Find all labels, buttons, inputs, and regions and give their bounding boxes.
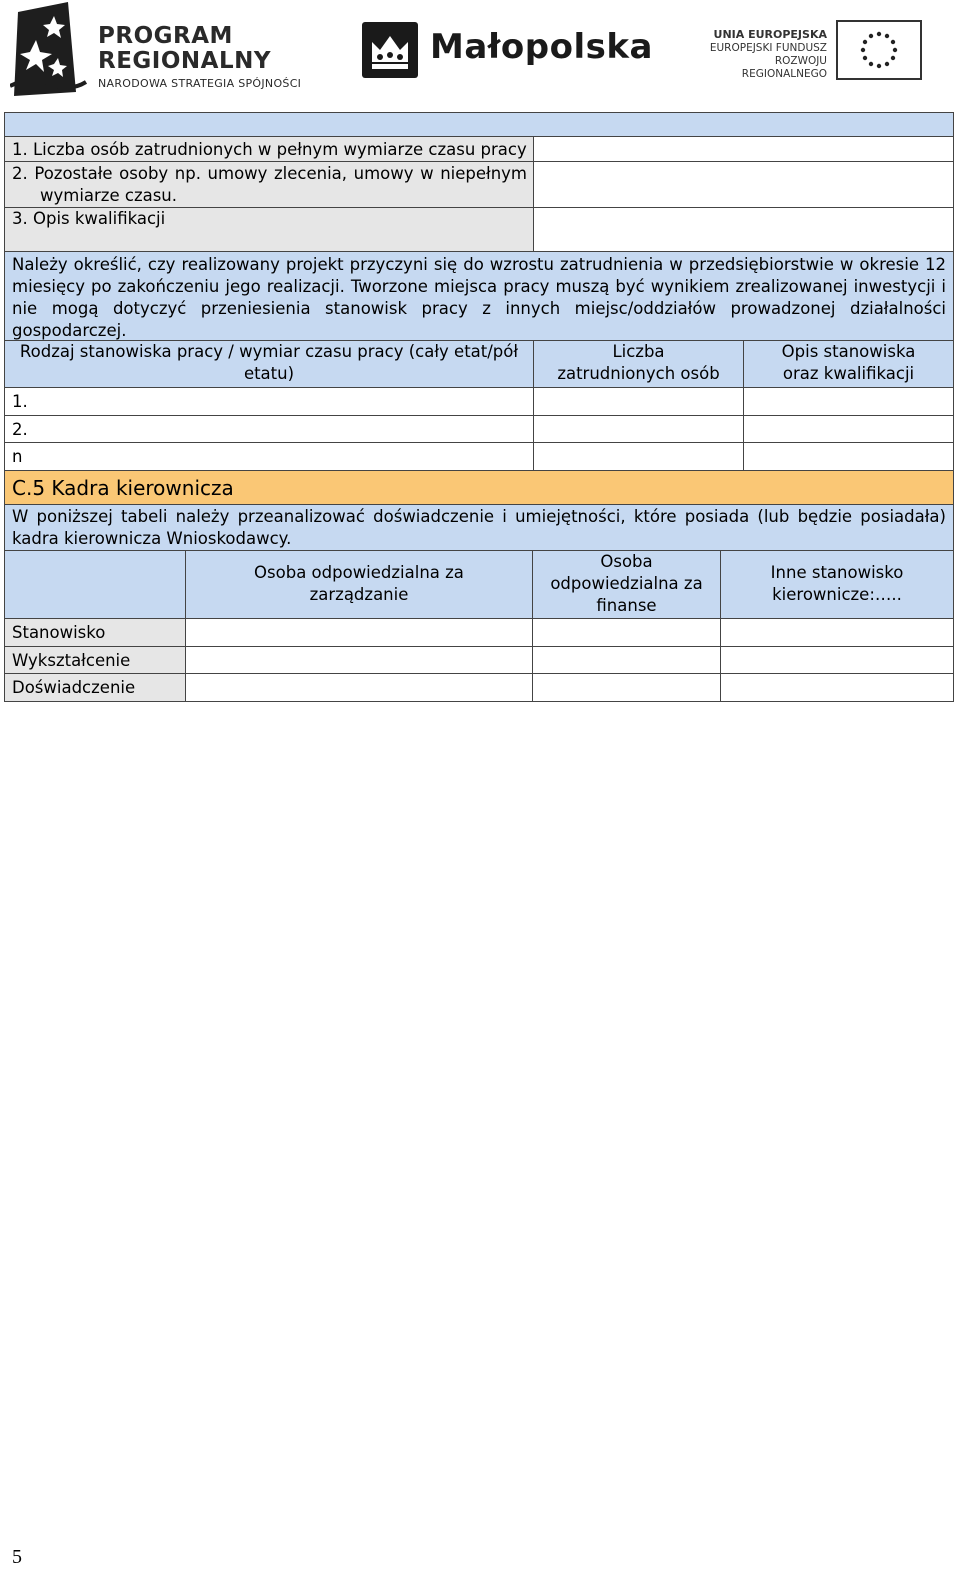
finance-experience-field[interactable] bbox=[532, 674, 720, 701]
page-number: 5 bbox=[12, 1546, 22, 1568]
new-jobs-instruction: Należy określić, czy realizowany projekt przyczyni się do wzrostu zatrudnienia w przedsiębiorstwie w okresie 12 miesięcy po zakończeniu jego realizacji. Tworzone miejsca pracy muszą być wynikiem zrealizowanej inwestycji i nie mogą dotyczyć przeniesienia stanowisk pracy z innych miejsc/oddziałów prowadzonej działalności gospodarczej. bbox=[5, 252, 953, 341]
application-form-table bbox=[4, 112, 954, 702]
employee-count-field[interactable] bbox=[533, 388, 743, 415]
eu-logo-line1: UNIA EUROPEJSKA bbox=[713, 28, 827, 41]
job-description-field[interactable] bbox=[743, 416, 953, 442]
star-figures-icon bbox=[10, 2, 90, 96]
management-education-field[interactable] bbox=[185, 647, 532, 673]
eu-logo-line2: EUROPEJSKI FUNDUSZ bbox=[709, 42, 827, 54]
program-logo-line3: NARODOWA STRATEGIA SPÓJNOŚCI bbox=[98, 77, 302, 90]
management-header-row bbox=[5, 551, 953, 619]
finance-education-field[interactable] bbox=[532, 647, 720, 673]
job-description-field[interactable] bbox=[743, 443, 953, 470]
table-row bbox=[5, 443, 953, 471]
row-number: 2. bbox=[12, 420, 28, 439]
page-header bbox=[0, 0, 960, 100]
table-row bbox=[5, 416, 953, 443]
table-row bbox=[5, 619, 953, 647]
column-header-job-type: Rodzaj stanowiska pracy / wymiar czasu pracy (cały etat/pół etatu) bbox=[19, 342, 519, 383]
table-row bbox=[5, 137, 953, 162]
program-logo-line1: PROGRAM bbox=[98, 23, 233, 49]
eu-flag-icon bbox=[836, 20, 922, 80]
section-c5-instruction: W poniższej tabeli należy przeanalizować doświadczenie i umiejętności, które posiada (lub będzie posiadała) kadra kierownicza Wnioskodawcy. bbox=[5, 505, 953, 551]
employee-count-field[interactable] bbox=[533, 443, 743, 470]
management-experience-field[interactable] bbox=[185, 674, 532, 701]
column-header-finance: Osoba odpowiedzialna za finanse bbox=[532, 551, 720, 618]
table-row bbox=[5, 388, 953, 416]
row-label-education: Wykształcenie bbox=[5, 647, 185, 673]
table-row bbox=[5, 208, 953, 252]
other-experience-field[interactable] bbox=[720, 674, 953, 701]
column-header-management: Osoba odpowiedzialna za zarządzanie bbox=[185, 551, 532, 618]
table-row bbox=[5, 162, 953, 208]
row-label-line2: wymiarze czasu. bbox=[40, 186, 178, 205]
other-position-field[interactable] bbox=[720, 619, 953, 646]
column-header-employee-count: Liczba zatrudnionych osób bbox=[533, 341, 743, 387]
row-label-line1: 2. Pozostałe osoby np. umowy zlecenia, umowy w niepełnym bbox=[12, 164, 527, 183]
row-label: 1. Liczba osób zatrudnionych w pełnym wymiarze czasu pracy bbox=[5, 137, 533, 161]
row-number: n bbox=[12, 447, 23, 466]
table-top-header-bar bbox=[5, 113, 953, 137]
employee-count-field[interactable] bbox=[533, 416, 743, 442]
other-education-field[interactable] bbox=[720, 647, 953, 673]
crown-crest-icon bbox=[362, 22, 418, 78]
section-title-c5: C.5 Kadra kierownicza bbox=[5, 471, 953, 505]
malopolska-logo bbox=[362, 22, 652, 78]
row-number: 1. bbox=[12, 392, 28, 411]
program-regionalny-logo bbox=[10, 2, 310, 96]
row-label bbox=[5, 162, 533, 207]
eu-logo bbox=[690, 18, 925, 80]
table-row bbox=[5, 674, 953, 702]
row-label-position: Stanowisko bbox=[5, 619, 185, 646]
column-header-job-description: Opis stanowiska oraz kwalifikacji bbox=[743, 341, 953, 387]
column-header-other-position: Inne stanowisko kierownicze:….. bbox=[720, 551, 953, 618]
table-row bbox=[5, 647, 953, 674]
finance-position-field[interactable] bbox=[532, 619, 720, 646]
new-jobs-header-row bbox=[5, 341, 953, 388]
management-position-field[interactable] bbox=[185, 619, 532, 646]
column-header-empty bbox=[5, 551, 185, 618]
row-label-experience: Doświadczenie bbox=[5, 674, 185, 701]
full-time-count-field[interactable] bbox=[533, 137, 953, 161]
eu-logo-line3: ROZWOJU REGIONALNEGO bbox=[741, 55, 827, 80]
program-logo-line2: REGIONALNY bbox=[98, 48, 272, 74]
other-persons-count-field[interactable] bbox=[533, 162, 953, 207]
malopolska-wordmark: Małopolska bbox=[430, 27, 653, 67]
job-description-field[interactable] bbox=[743, 388, 953, 415]
row-label: 3. Opis kwalifikacji bbox=[5, 208, 533, 251]
qualifications-description-field[interactable] bbox=[533, 208, 953, 251]
